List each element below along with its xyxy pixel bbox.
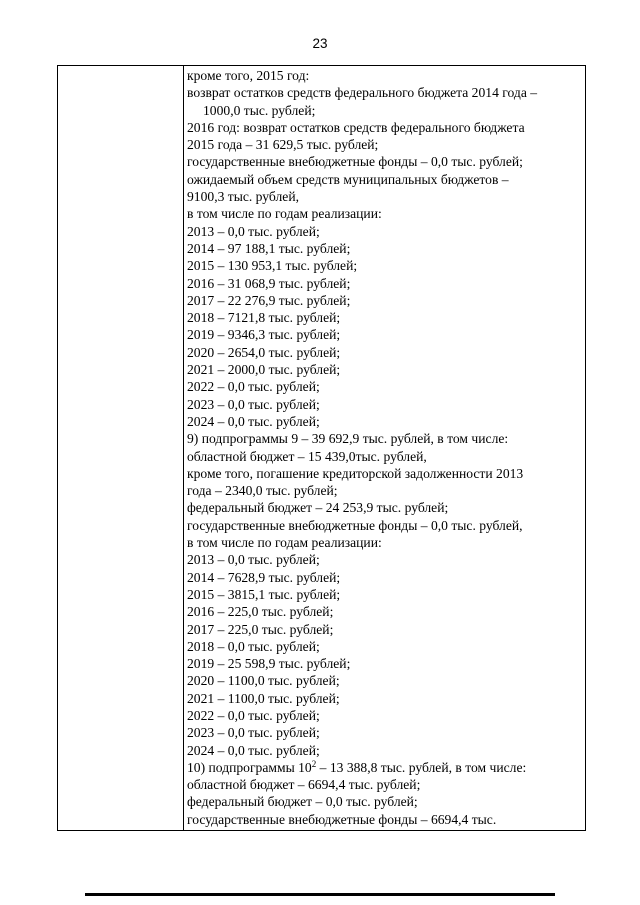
text-line: 2022 – 0,0 тыс. рублей; [187, 379, 320, 395]
text-line: 2014 – 97 188,1 тыс. рублей; [187, 240, 351, 256]
text-line: 2013 – 0,0 тыс. рублей; [187, 552, 320, 568]
page-number: 23 [312, 36, 328, 51]
subprogram-10-prefix: 10) подпрограммы 10 [187, 759, 312, 775]
text-line: 2013 – 0,0 тыс. рублей; [187, 223, 320, 239]
text-line: 2024 – 0,0 тыс. рублей; [187, 413, 320, 429]
text-line: федеральный бюджет – 24 253,9 тыс. рублей; [187, 500, 449, 516]
text-line: 2016 – 225,0 тыс. рублей; [187, 604, 334, 620]
text-line: 1000,0 тыс. рублей; [203, 102, 316, 118]
text-line: года – 2340,0 тыс. рублей; [187, 483, 338, 499]
text-line: 2016 год: возврат остатков средств федерального бюджета [187, 119, 525, 135]
text-line: 2017 – 22 276,9 тыс. рублей; [187, 292, 351, 308]
text-line: 2019 – 9346,3 тыс. рублей; [187, 327, 341, 343]
subprogram-10-suffix: – 13 388,8 тыс. рублей, в том числе: [316, 759, 527, 775]
text-line: 9100,3 тыс. рублей, [187, 189, 299, 205]
text-line: 9) подпрограммы 9 – 39 692,9 тыс. рублей, в том числе: [187, 431, 509, 447]
text-line: федеральный бюджет – 0,0 тыс. рублей; [187, 794, 418, 810]
text-line: в том числе по годам реализации: [187, 206, 382, 222]
text-line: 2021 – 1100,0 тыс. рублей; [187, 690, 340, 706]
text-line: 2014 – 7628,9 тыс. рублей; [187, 569, 341, 585]
text-line: кроме того, 2015 год: [187, 68, 310, 83]
footer-rule [85, 893, 555, 896]
text-line: 2015 – 130 953,1 тыс. рублей; [187, 258, 358, 274]
text-line: 2023 – 0,0 тыс. рублей; [187, 725, 320, 741]
text-line: 2016 – 31 068,9 тыс. рублей; [187, 275, 351, 291]
text-line: 2021 – 2000,0 тыс. рублей; [187, 362, 341, 378]
content-table [57, 65, 586, 831]
text-line: возврат остатков средств федерального бюджета 2014 года – [187, 85, 538, 101]
text-lines [184, 66, 585, 828]
text-line: 2018 – 0,0 тыс. рублей; [187, 638, 320, 654]
text-line: кроме того, погашение кредиторской задолженности 2013 [187, 465, 524, 481]
text-line-subprogram-10 [187, 759, 585, 776]
text-line: в том числе по годам реализации: [187, 535, 382, 551]
text-line: 2017 – 225,0 тыс. рублей; [187, 621, 334, 637]
text-line: 2019 – 25 598,9 тыс. рублей; [187, 656, 351, 672]
text-line: государственные внебюджетные фонды – 0,0 тыс. рублей, [187, 517, 523, 533]
text-line: 2015 – 3815,1 тыс. рублей; [187, 586, 341, 602]
text-line: ожидаемый объем средств муниципальных бюджетов – [187, 171, 509, 187]
table-right-cell [184, 66, 585, 830]
text-line: 2024 – 0,0 тыс. рублей; [187, 742, 320, 758]
text-line: 2022 – 0,0 тыс. рублей; [187, 707, 320, 723]
text-line: 2018 – 7121,8 тыс. рублей; [187, 310, 341, 326]
text-line: государственные внебюджетные фонды – 6694,4 тыс. [187, 811, 497, 827]
text-line: 2015 года – 31 629,5 тыс. рублей; [187, 137, 379, 153]
text-line: 2020 – 1100,0 тыс. рублей; [187, 673, 340, 689]
text-line: 2023 – 0,0 тыс. рублей; [187, 396, 320, 412]
text-line: 2020 – 2654,0 тыс. рублей; [187, 344, 341, 360]
text-line: областной бюджет – 15 439,0тыс. рублей, [187, 448, 427, 464]
superscript: 2 [311, 758, 317, 769]
text-line: областной бюджет – 6694,4 тыс. рублей; [187, 777, 421, 793]
text-line: государственные внебюджетные фонды – 0,0 тыс. рублей; [187, 154, 523, 170]
table-left-cell [58, 66, 184, 830]
